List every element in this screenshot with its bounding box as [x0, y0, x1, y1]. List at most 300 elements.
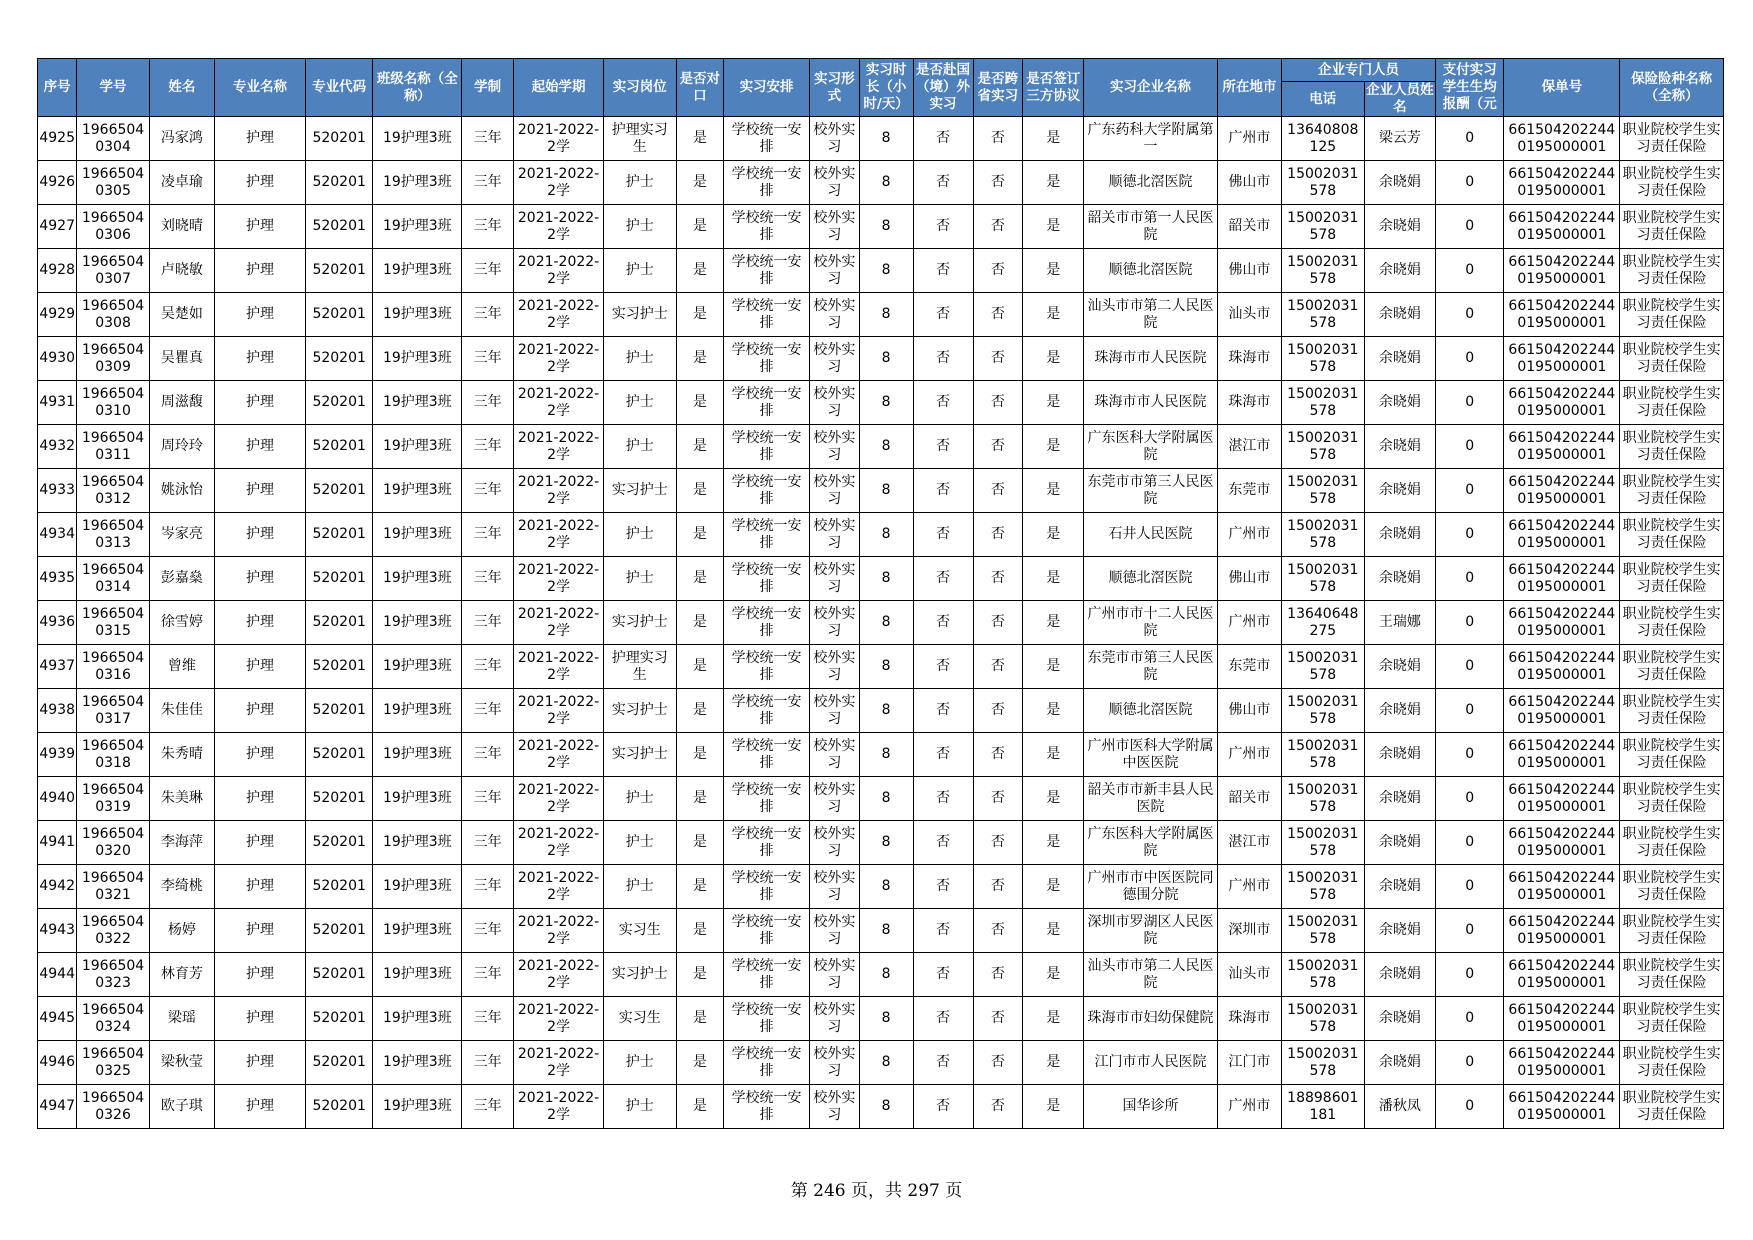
cell-arrangement — [724, 117, 810, 161]
header-matched: 是否对口 — [676, 59, 724, 117]
cell-name — [149, 601, 214, 645]
cell-phone-text: 15002031578 — [1287, 693, 1359, 727]
cell-student-id-text: 19665040325 — [81, 1045, 145, 1079]
cell-insurance-text: 职业院校学生实习责任保险 — [1622, 561, 1721, 595]
cell-company — [1084, 1041, 1218, 1085]
cell-insurance — [1620, 337, 1724, 381]
cell-name-text: 朱秀晴 — [160, 746, 203, 762]
cell-abroad — [913, 997, 973, 1041]
cell-start-term-text: 2021-2022-2学 — [517, 385, 600, 419]
cell-arrangement-text: 学校统一安排 — [731, 737, 802, 771]
cell-arrangement-text: 学校统一安排 — [731, 121, 802, 155]
cell-start-term-text: 2021-2022-2学 — [517, 473, 600, 507]
cell-student-id — [77, 557, 149, 601]
cell-agreement — [1023, 777, 1084, 821]
cell-matched — [676, 689, 724, 733]
cell-matched-text: 是 — [692, 350, 707, 366]
cell-hours — [859, 645, 913, 689]
table-row — [38, 865, 1724, 909]
cell-phone-text: 15002031578 — [1287, 385, 1359, 419]
cell-form — [810, 909, 860, 953]
cell-duration-text: 三年 — [473, 922, 502, 938]
cell-city — [1217, 777, 1281, 821]
cell-policy-no — [1504, 293, 1620, 337]
cell-company — [1084, 733, 1218, 777]
cell-pay-text: 0 — [1465, 570, 1475, 586]
cell-company-text: 广东医科大学附属医院 — [1087, 429, 1214, 463]
cell-major-text: 护理 — [246, 174, 274, 190]
cell-start-term — [514, 425, 604, 469]
cell-matched-text: 是 — [692, 878, 707, 894]
cell-agreement — [1023, 381, 1084, 425]
cell-major-code — [306, 469, 373, 513]
cell-major-text: 护理 — [246, 834, 274, 850]
cell-pay-text: 0 — [1465, 394, 1475, 410]
cell-contact-name — [1364, 733, 1435, 777]
cell-policy-no-text: 6615042022440195000001 — [1508, 297, 1616, 331]
cell-contact-name — [1364, 821, 1435, 865]
cell-form-text: 校外实习 — [813, 693, 856, 727]
cell-start-term-text: 2021-2022-2学 — [517, 1045, 600, 1079]
cell-cross-province-text: 否 — [990, 834, 1005, 850]
cell-matched-text: 是 — [692, 1054, 707, 1070]
header-name: 姓名 — [149, 59, 214, 117]
table-row — [38, 601, 1724, 645]
cell-major-text: 护理 — [246, 614, 274, 630]
cell-phone — [1281, 425, 1364, 469]
cell-pay-text: 0 — [1465, 1054, 1475, 1070]
cell-major — [214, 469, 305, 513]
cell-insurance — [1620, 953, 1724, 997]
cell-arrangement — [724, 1041, 810, 1085]
cell-insurance — [1620, 601, 1724, 645]
cell-student-id — [77, 337, 149, 381]
cell-student-id — [77, 205, 149, 249]
cell-abroad — [913, 381, 973, 425]
cell-start-term — [514, 249, 604, 293]
cell-pay — [1436, 689, 1504, 733]
cell-abroad-text: 否 — [936, 130, 950, 146]
cell-city-text: 东莞市 — [1228, 482, 1271, 498]
cell-major-code-text: 520201 — [312, 966, 366, 982]
cell-contact-name — [1364, 865, 1435, 909]
cell-company — [1084, 425, 1218, 469]
cell-company-text: 顺德北滘医院 — [1108, 702, 1193, 718]
cell-start-term-text: 2021-2022-2学 — [517, 561, 600, 595]
cell-start-term — [514, 161, 604, 205]
cell-arrangement-text: 学校统一安排 — [731, 165, 802, 199]
cell-matched — [676, 1085, 724, 1129]
cell-post — [604, 865, 676, 909]
cell-contact-name — [1364, 337, 1435, 381]
cell-name — [149, 909, 214, 953]
cell-major-code — [306, 381, 373, 425]
cell-form — [810, 469, 860, 513]
cell-agreement-text: 是 — [1046, 438, 1061, 454]
cell-phone-text: 15002031578 — [1287, 297, 1359, 331]
cell-insurance — [1620, 865, 1724, 909]
cell-student-id-text: 19665040318 — [81, 737, 145, 771]
cell-pay-text: 0 — [1465, 922, 1475, 938]
cell-phone — [1281, 293, 1364, 337]
cell-major-text: 护理 — [246, 790, 274, 806]
cell-pay-text: 0 — [1465, 834, 1475, 850]
cell-agreement — [1023, 997, 1084, 1041]
cell-cross-province — [973, 1041, 1023, 1085]
cell-student-id — [77, 821, 149, 865]
cell-seq — [38, 997, 77, 1041]
cell-hours-text: 8 — [881, 570, 891, 586]
cell-duration — [462, 557, 514, 601]
cell-agreement-text: 是 — [1046, 174, 1061, 190]
cell-phone-text: 15002031578 — [1287, 473, 1359, 507]
cell-matched-text: 是 — [692, 526, 707, 542]
cell-name — [149, 777, 214, 821]
cell-phone — [1281, 161, 1364, 205]
cell-pay-text: 0 — [1465, 438, 1475, 454]
cell-form — [810, 601, 860, 645]
cell-hours-text: 8 — [881, 746, 891, 762]
cell-post-text: 实习生 — [618, 1010, 661, 1026]
cell-arrangement — [724, 777, 810, 821]
cell-matched — [676, 997, 724, 1041]
cell-insurance-text: 职业院校学生实习责任保险 — [1622, 517, 1721, 551]
cell-student-id-text: 19665040306 — [81, 209, 145, 243]
cell-abroad-text: 否 — [936, 262, 950, 278]
cell-seq — [38, 733, 77, 777]
cell-insurance-text: 职业院校学生实习责任保险 — [1622, 781, 1721, 815]
cell-name-text: 彭嘉燊 — [160, 570, 203, 586]
cell-student-id — [77, 293, 149, 337]
cell-abroad-text: 否 — [936, 482, 950, 498]
cell-form-text: 校外实习 — [813, 1001, 856, 1035]
cell-matched — [676, 733, 724, 777]
table-row — [38, 205, 1724, 249]
cell-start-term — [514, 293, 604, 337]
cell-agreement — [1023, 601, 1084, 645]
cell-hours — [859, 865, 913, 909]
cell-hours-text: 8 — [881, 614, 891, 630]
cell-matched-text: 是 — [692, 130, 707, 146]
cell-agreement-text: 是 — [1046, 218, 1061, 234]
cell-duration — [462, 777, 514, 821]
cell-abroad-text: 否 — [936, 438, 950, 454]
cell-major-code — [306, 557, 373, 601]
cell-agreement-text: 是 — [1046, 526, 1061, 542]
cell-start-term — [514, 909, 604, 953]
header-hours: 实习时长（小时/天） — [859, 59, 913, 117]
cell-major-code-text: 520201 — [312, 702, 366, 718]
cell-seq-text: 4941 — [39, 834, 75, 850]
cell-policy-no — [1504, 1041, 1620, 1085]
cell-seq-text: 4937 — [39, 658, 75, 674]
cell-major-code — [306, 249, 373, 293]
cell-form-text: 校外实习 — [813, 605, 856, 639]
cell-post-text: 实习护士 — [611, 966, 668, 982]
cell-matched-text: 是 — [692, 966, 707, 982]
cell-major-code — [306, 1041, 373, 1085]
cell-duration — [462, 249, 514, 293]
cell-company — [1084, 645, 1218, 689]
cell-insurance — [1620, 777, 1724, 821]
cell-cross-province — [973, 513, 1023, 557]
cell-cross-province — [973, 689, 1023, 733]
cell-cross-province-text: 否 — [990, 262, 1005, 278]
cell-seq — [38, 161, 77, 205]
cell-class — [373, 733, 462, 777]
header-agreement: 是否签订三方协议 — [1023, 59, 1084, 117]
cell-policy-no-text: 6615042022440195000001 — [1508, 385, 1616, 419]
cell-name — [149, 997, 214, 1041]
cell-matched — [676, 381, 724, 425]
cell-student-id-text: 19665040310 — [81, 385, 145, 419]
cell-abroad-text: 否 — [936, 174, 950, 190]
cell-cross-province-text: 否 — [990, 394, 1005, 410]
cell-major-code — [306, 777, 373, 821]
cell-insurance-text: 职业院校学生实习责任保险 — [1622, 165, 1721, 199]
table-row — [38, 161, 1724, 205]
cell-name-text: 吴瞿真 — [160, 350, 203, 366]
cell-matched-text: 是 — [692, 218, 707, 234]
cell-policy-no-text: 6615042022440195000001 — [1508, 913, 1616, 947]
cell-student-id-text: 19665040320 — [81, 825, 145, 859]
header-row-1 — [38, 59, 1724, 82]
cell-seq — [38, 909, 77, 953]
cell-start-term-text: 2021-2022-2学 — [517, 825, 600, 859]
table-row — [38, 513, 1724, 557]
cell-class-text: 19护理3班 — [382, 922, 452, 938]
cell-abroad — [913, 821, 973, 865]
cell-duration — [462, 645, 514, 689]
cell-start-term — [514, 513, 604, 557]
cell-cross-province-text: 否 — [990, 526, 1005, 542]
cell-seq-text: 4944 — [39, 966, 75, 982]
cell-start-term-text: 2021-2022-2学 — [517, 297, 600, 331]
cell-abroad — [913, 117, 973, 161]
cell-duration-text: 三年 — [473, 1098, 502, 1114]
cell-cross-province-text: 否 — [990, 130, 1005, 146]
table-row — [38, 821, 1724, 865]
cell-name-text: 曾维 — [167, 658, 196, 674]
cell-insurance-text: 职业院校学生实习责任保险 — [1622, 1001, 1721, 1035]
cell-cross-province-text: 否 — [990, 658, 1005, 674]
cell-matched — [676, 293, 724, 337]
cell-insurance — [1620, 117, 1724, 161]
cell-policy-no-text: 6615042022440195000001 — [1508, 693, 1616, 727]
cell-major-code — [306, 909, 373, 953]
cell-name — [149, 381, 214, 425]
cell-city-text: 湛江市 — [1228, 438, 1271, 454]
cell-contact-name-text: 余晓娟 — [1378, 966, 1421, 982]
cell-start-term-text: 2021-2022-2学 — [517, 429, 600, 463]
cell-policy-no — [1504, 865, 1620, 909]
cell-class-text: 19护理3班 — [382, 570, 452, 586]
cell-phone — [1281, 645, 1364, 689]
cell-major-code — [306, 997, 373, 1041]
cell-phone-text: 15002031578 — [1287, 209, 1359, 243]
cell-phone — [1281, 513, 1364, 557]
cell-duration — [462, 293, 514, 337]
cell-abroad-text: 否 — [936, 702, 950, 718]
cell-major — [214, 293, 305, 337]
cell-form — [810, 1041, 860, 1085]
cell-form-text: 校外实习 — [813, 869, 856, 903]
cell-duration-text: 三年 — [473, 306, 502, 322]
cell-hours-text: 8 — [881, 218, 891, 234]
cell-major — [214, 601, 305, 645]
cell-cross-province — [973, 601, 1023, 645]
cell-name — [149, 425, 214, 469]
cell-seq — [38, 601, 77, 645]
cell-insurance — [1620, 205, 1724, 249]
cell-abroad — [913, 733, 973, 777]
cell-duration-text: 三年 — [473, 526, 502, 542]
cell-major — [214, 337, 305, 381]
cell-post — [604, 117, 676, 161]
cell-cross-province-text: 否 — [990, 746, 1005, 762]
cell-matched — [676, 645, 724, 689]
table-row — [38, 425, 1724, 469]
cell-hours-text: 8 — [881, 174, 891, 190]
cell-arrangement — [724, 821, 810, 865]
cell-policy-no — [1504, 205, 1620, 249]
cell-abroad — [913, 953, 973, 997]
cell-contact-name-text: 余晓娟 — [1378, 746, 1421, 762]
cell-name-text: 李海萍 — [160, 834, 203, 850]
cell-contact-name-text: 余晓娟 — [1378, 834, 1421, 850]
cell-phone — [1281, 205, 1364, 249]
cell-company — [1084, 249, 1218, 293]
cell-form — [810, 117, 860, 161]
cell-company — [1084, 865, 1218, 909]
cell-student-id — [77, 953, 149, 997]
cell-phone — [1281, 337, 1364, 381]
cell-arrangement-text: 学校统一安排 — [731, 561, 802, 595]
cell-policy-no-text: 6615042022440195000001 — [1508, 737, 1616, 771]
cell-cross-province — [973, 117, 1023, 161]
cell-company-text: 顺德北滘医院 — [1108, 262, 1193, 278]
cell-hours — [859, 293, 913, 337]
cell-policy-no — [1504, 997, 1620, 1041]
cell-insurance-text: 职业院校学生实习责任保险 — [1622, 869, 1721, 903]
cell-contact-name-text: 王瑞娜 — [1378, 614, 1421, 630]
cell-start-term-text: 2021-2022-2学 — [517, 649, 600, 683]
cell-contact-name-text: 余晓娟 — [1378, 570, 1421, 586]
cell-abroad — [913, 205, 973, 249]
cell-city — [1217, 645, 1281, 689]
cell-student-id — [77, 425, 149, 469]
cell-insurance-text: 职业院校学生实习责任保险 — [1622, 121, 1721, 155]
cell-name — [149, 337, 214, 381]
cell-agreement — [1023, 425, 1084, 469]
cell-duration — [462, 381, 514, 425]
cell-name-text: 梁秋莹 — [160, 1054, 203, 1070]
cell-class-text: 19护理3班 — [382, 1010, 452, 1026]
cell-form-text: 校外实习 — [813, 737, 856, 771]
cell-insurance — [1620, 909, 1724, 953]
cell-pay — [1436, 293, 1504, 337]
cell-abroad — [913, 469, 973, 513]
cell-policy-no — [1504, 953, 1620, 997]
cell-arrangement-text: 学校统一安排 — [731, 473, 802, 507]
cell-duration-text: 三年 — [473, 394, 502, 410]
cell-policy-no-text: 6615042022440195000001 — [1508, 121, 1616, 155]
cell-insurance — [1620, 997, 1724, 1041]
cell-class-text: 19护理3班 — [382, 790, 452, 806]
cell-duration — [462, 997, 514, 1041]
cell-matched — [676, 557, 724, 601]
cell-phone — [1281, 777, 1364, 821]
cell-name — [149, 117, 214, 161]
cell-phone — [1281, 953, 1364, 997]
cell-hours — [859, 425, 913, 469]
cell-pay-text: 0 — [1465, 614, 1475, 630]
cell-start-term — [514, 601, 604, 645]
cell-hours-text: 8 — [881, 306, 891, 322]
cell-insurance — [1620, 645, 1724, 689]
cell-company — [1084, 909, 1218, 953]
cell-student-id-text: 19665040319 — [81, 781, 145, 815]
cell-agreement-text: 是 — [1046, 834, 1061, 850]
cell-policy-no — [1504, 645, 1620, 689]
cell-insurance-text: 职业院校学生实习责任保险 — [1622, 341, 1721, 375]
cell-major-code-text: 520201 — [312, 834, 366, 850]
cell-matched — [676, 469, 724, 513]
cell-student-id-text: 19665040316 — [81, 649, 145, 683]
cell-agreement — [1023, 865, 1084, 909]
cell-class-text: 19护理3班 — [382, 218, 452, 234]
cell-post — [604, 821, 676, 865]
table-row — [38, 1041, 1724, 1085]
cell-phone-text: 15002031578 — [1287, 561, 1359, 595]
cell-city — [1217, 997, 1281, 1041]
cell-form-text: 校外实习 — [813, 561, 856, 595]
cell-duration-text: 三年 — [473, 614, 502, 630]
cell-hours-text: 8 — [881, 922, 891, 938]
cell-hours-text: 8 — [881, 262, 891, 278]
cell-form — [810, 249, 860, 293]
cell-pay-text: 0 — [1465, 526, 1475, 542]
cell-policy-no-text: 6615042022440195000001 — [1508, 605, 1616, 639]
cell-cross-province-text: 否 — [990, 1054, 1005, 1070]
cell-phone — [1281, 865, 1364, 909]
cell-major-text: 护理 — [246, 658, 274, 674]
cell-post — [604, 601, 676, 645]
header-post: 实习岗位 — [604, 59, 676, 117]
cell-abroad — [913, 865, 973, 909]
cell-seq-text: 4938 — [39, 702, 75, 718]
cell-major-text: 护理 — [246, 306, 274, 322]
cell-duration — [462, 733, 514, 777]
cell-post-text: 实习护士 — [611, 702, 668, 718]
cell-cross-province-text: 否 — [990, 614, 1005, 630]
cell-policy-no-text: 6615042022440195000001 — [1508, 561, 1616, 595]
cell-student-id — [77, 865, 149, 909]
cell-hours-text: 8 — [881, 130, 891, 146]
cell-city — [1217, 513, 1281, 557]
cell-cross-province — [973, 777, 1023, 821]
cell-post-text: 护士 — [625, 1098, 654, 1114]
cell-city-text: 江门市 — [1228, 1054, 1271, 1070]
header-city: 所在地市 — [1217, 59, 1281, 117]
cell-post — [604, 469, 676, 513]
cell-phone-text: 15002031578 — [1287, 165, 1359, 199]
cell-start-term — [514, 469, 604, 513]
cell-agreement-text: 是 — [1046, 658, 1061, 674]
cell-seq — [38, 557, 77, 601]
cell-arrangement — [724, 293, 810, 337]
cell-agreement — [1023, 557, 1084, 601]
